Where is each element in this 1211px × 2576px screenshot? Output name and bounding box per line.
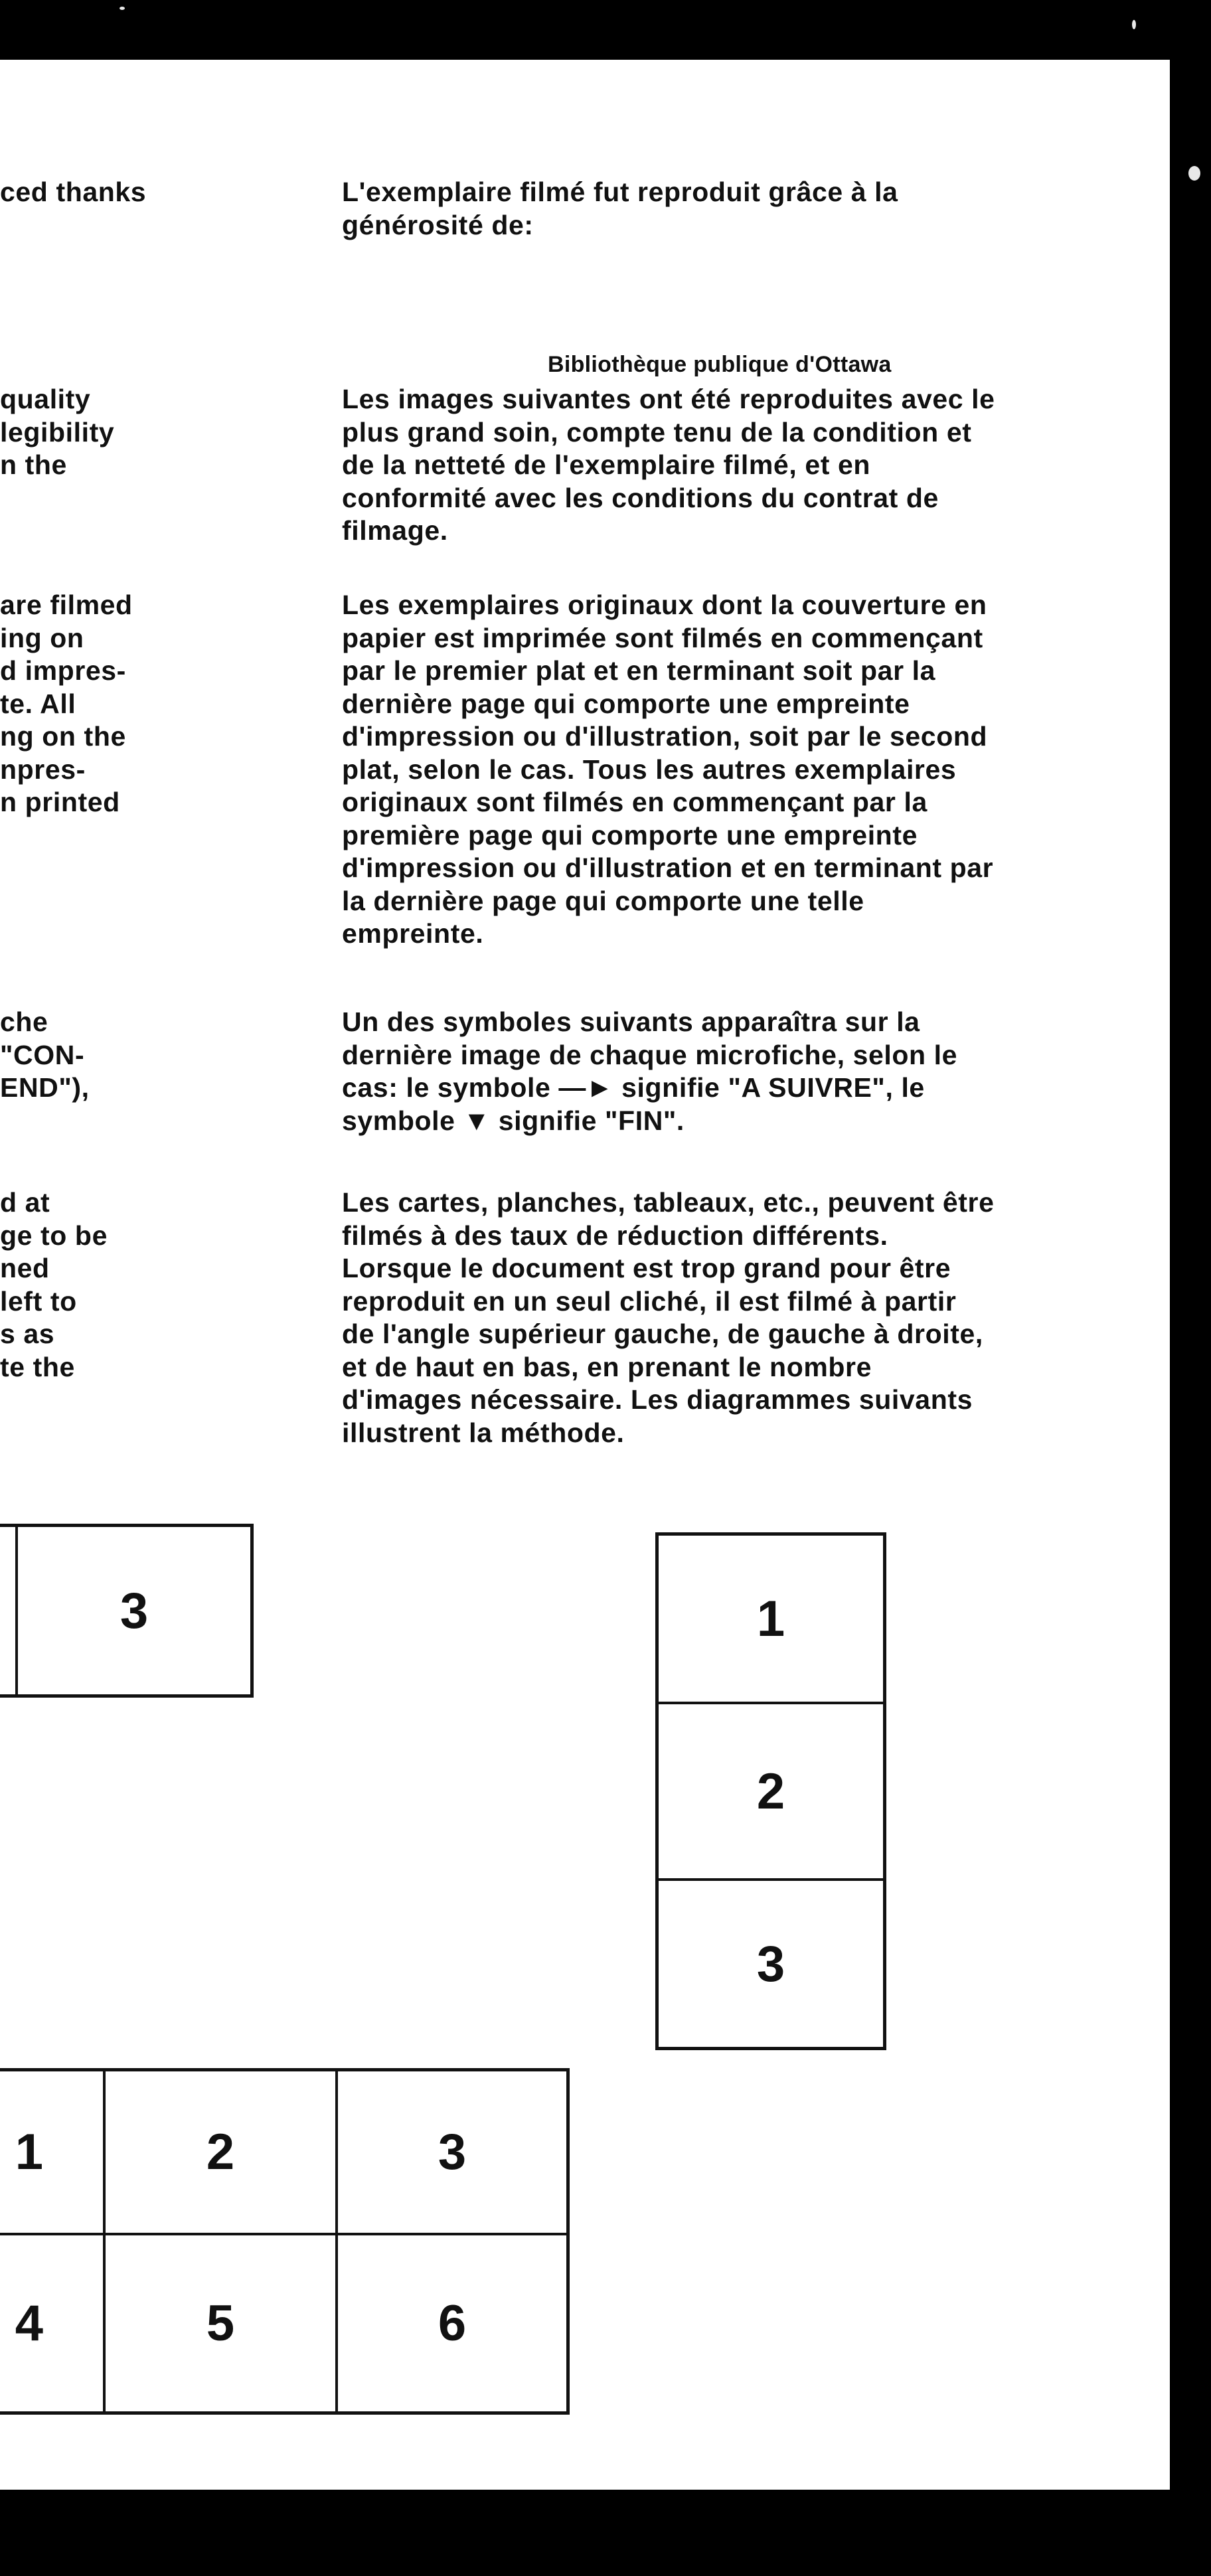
right-paragraph-symbols: Un des symboles suivants apparaîtra sur la dernière image de chaque microfiche, selon le cas: le symbole —► signifie "A SUIVRE", le symbole ▼ signifie "FIN". <box>342 1006 958 1136</box>
left-paragraph-5: d at ge to be ned left to s as te the <box>0 1187 108 1382</box>
grid-diagram <box>0 2068 570 2415</box>
right-paragraph-originals: Les exemplaires originaux dont la couverture en papier est imprimée sont filmés en commençant par le premier plat et en terminant soit par la dernière page qui comporte une empreinte d'impression ou d'illustration, soit par le second plat, selon le cas. Tous les autres exemplaires originaux sont filmés en commençant par la première page qui comporte une empreinte d'impression ou d'illustration et en terminant par la dernière page qui comporte une telle empreinte. <box>342 590 994 949</box>
grid-diagram-cell-4: 4 <box>15 2295 43 2352</box>
grid-diagram-cell-6: 6 <box>438 2295 467 2352</box>
column-diagram-cell-2: 2 <box>756 1763 785 1820</box>
grid-diagram-cell-1: 1 <box>15 2124 43 2180</box>
column-diagram-cell-3: 3 <box>756 1935 785 1992</box>
column-diagram <box>655 1532 886 2050</box>
right-paragraph-maps: Les cartes, planches, tableaux, etc., peuvent être filmés à des taux de réduction différents. Lorsque le document est trop grand pour être reproduit en un seul cliché, il est filmé à partir de l'angle supérieur gauche, de gauche à droite, et de haut en bas, en prenant le nombre d'images nécessaire. Les diagrammes suivants illustrent la méthode. <box>342 1187 995 1448</box>
left-paragraph-1: ced thanks <box>0 177 147 207</box>
left-paragraph-3: are filmed ing on d impres- te. All ng on the npres- n printed <box>0 590 133 817</box>
scan-speck <box>1188 166 1200 181</box>
right-paragraph-intro: L'exemplaire filmé fut reproduit grâce à la générosité de: <box>342 177 898 240</box>
grid-diagram-cell-5: 5 <box>206 2295 235 2352</box>
grid-diagram-cell-2: 2 <box>206 2124 235 2180</box>
row-diagram <box>0 1524 254 1698</box>
scan-speck <box>1132 20 1136 29</box>
left-paragraph-2: quality legibility n the <box>0 384 115 480</box>
scan-speck <box>120 7 125 10</box>
column-diagram-cell-1: 1 <box>756 1590 785 1647</box>
library-credit: Bibliothèque publique d'Ottawa <box>548 352 892 377</box>
row-diagram-cell-3: 3 <box>120 1582 149 1639</box>
left-paragraph-4: che "CON- END"), <box>0 1006 90 1103</box>
document-page <box>0 60 1170 2490</box>
right-paragraph-images: Les images suivantes ont été reproduites avec le plus grand soin, compte tenu de la condition et de la netteté de l'exemplaire filmé, et en conformité avec les conditions du contrat de filmage. <box>342 384 995 546</box>
grid-diagram-cell-3: 3 <box>438 2124 467 2180</box>
